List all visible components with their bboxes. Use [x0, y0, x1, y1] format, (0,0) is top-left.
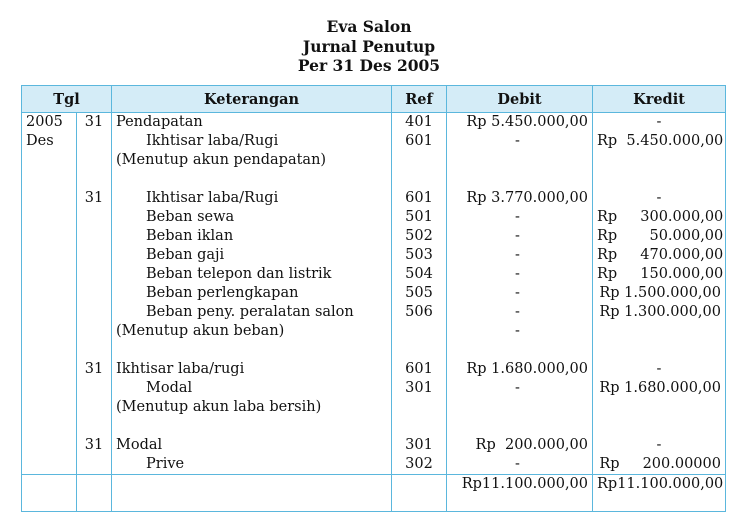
cell-ref [392, 341, 447, 360]
cell-debit: - [447, 132, 593, 151]
cell-keterangan: Beban iklan [112, 227, 392, 246]
cell-day: 31 [77, 360, 112, 379]
cell-day [77, 303, 112, 322]
cell-kredit [593, 398, 726, 417]
cell-kredit: Rp 5.450.000,00 [593, 132, 726, 151]
table-row [22, 151, 726, 170]
cell-day [77, 341, 112, 360]
cell-year [22, 246, 77, 265]
col-header-keterangan: Keterangan [112, 86, 392, 113]
cell-kredit: Rp 200.00000 [593, 455, 726, 475]
cell-debit: - [447, 322, 593, 341]
journal-period: Per 31 Des 2005 [297, 56, 441, 75]
cell-day [77, 265, 112, 284]
cell-kredit: - [593, 113, 726, 133]
cell-kredit: - [593, 436, 726, 455]
cell-debit [447, 170, 593, 189]
cell-ref: 503 [392, 246, 447, 265]
cell-day [77, 208, 112, 227]
cell-ref: 506 [392, 303, 447, 322]
cell-day: 31 [77, 436, 112, 455]
cell-keterangan: Modal [112, 436, 392, 455]
table-row [22, 189, 726, 208]
table-row [22, 455, 726, 475]
cell-debit: Rp 1.680.000,00 [447, 360, 593, 379]
cell-year [22, 189, 77, 208]
cell-debit [447, 151, 593, 170]
cell-keterangan: Beban sewa [112, 208, 392, 227]
cell-keterangan: Pendapatan [112, 113, 392, 133]
table-header-row [22, 86, 726, 113]
cell-kredit: Rp 1.680.000,00 [593, 379, 726, 398]
table-row [22, 303, 726, 322]
cell-ref: 401 [392, 113, 447, 133]
document-header [0, 17, 738, 76]
cell-debit: - [447, 379, 593, 398]
cell-debit: Rp 200.000,00 [447, 436, 593, 455]
col-header-debit: Debit [447, 86, 593, 113]
cell-kredit: - [593, 360, 726, 379]
table-row [22, 398, 726, 417]
cell-day [77, 227, 112, 246]
table-row [22, 379, 726, 398]
cell-debit [447, 417, 593, 436]
table-row [22, 246, 726, 265]
cell-ref: 601 [392, 189, 447, 208]
cell-kredit: Rp 300.000,00 [593, 208, 726, 227]
cell-year [22, 455, 77, 475]
cell-debit: - [447, 265, 593, 284]
total-cell-empty [22, 475, 77, 512]
cell-keterangan: Ikhtisar laba/Rugi [112, 132, 392, 151]
cell-debit: Rp 3.770.000,00 [447, 189, 593, 208]
table-row [22, 265, 726, 284]
cell-ref: 302 [392, 455, 447, 475]
cell-year [22, 208, 77, 227]
table-row [22, 284, 726, 303]
cell-debit [447, 398, 593, 417]
cell-year [22, 265, 77, 284]
cell-keterangan: Beban peny. peralatan salon [112, 303, 392, 322]
cell-kredit [593, 151, 726, 170]
cell-day [77, 322, 112, 341]
cell-day [77, 379, 112, 398]
col-header-ref: Ref [392, 86, 447, 113]
cell-kredit [593, 170, 726, 189]
cell-debit: - [447, 455, 593, 475]
cell-year [22, 151, 77, 170]
cell-debit: - [447, 284, 593, 303]
table-row [22, 132, 726, 151]
cell-year [22, 417, 77, 436]
totals-row [22, 475, 726, 512]
cell-ref: 504 [392, 265, 447, 284]
cell-year [22, 436, 77, 455]
cell-ref [392, 151, 447, 170]
cell-keterangan: Beban telepon dan listrik [112, 265, 392, 284]
cell-ref: 505 [392, 284, 447, 303]
cell-kredit [593, 417, 726, 436]
cell-keterangan: (Menutup akun pendapatan) [112, 151, 392, 170]
total-cell-empty [112, 475, 392, 512]
cell-day [77, 170, 112, 189]
cell-day [77, 455, 112, 475]
cell-day [77, 417, 112, 436]
total-debit: Rp11.100.000,00 [447, 475, 593, 512]
table-row [22, 227, 726, 246]
table-row [22, 360, 726, 379]
cell-kredit: - [593, 189, 726, 208]
cell-ref: 601 [392, 360, 447, 379]
cell-year [22, 284, 77, 303]
cell-ref [392, 322, 447, 341]
cell-kredit [593, 341, 726, 360]
cell-day [77, 284, 112, 303]
cell-kredit: Rp 150.000,00 [593, 265, 726, 284]
total-kredit: Rp11.100.000,00 [593, 475, 726, 512]
cell-day [77, 246, 112, 265]
cell-year [22, 360, 77, 379]
cell-day [77, 151, 112, 170]
cell-ref: 501 [392, 208, 447, 227]
cell-debit: - [447, 227, 593, 246]
total-cell-empty [77, 475, 112, 512]
cell-year [22, 379, 77, 398]
cell-kredit: Rp 470.000,00 [593, 246, 726, 265]
cell-keterangan [112, 170, 392, 189]
cell-kredit [593, 322, 726, 341]
cell-day: 31 [77, 113, 112, 133]
cell-kredit: Rp 50.000,00 [593, 227, 726, 246]
cell-ref: 601 [392, 132, 447, 151]
table-row [22, 113, 726, 133]
cell-ref: 301 [392, 379, 447, 398]
cell-debit: - [447, 246, 593, 265]
journal-title: Jurnal Penutup [302, 36, 436, 56]
col-header-kredit: Kredit [593, 86, 726, 113]
cell-year [22, 398, 77, 417]
cell-keterangan [112, 417, 392, 436]
cell-kredit: Rp 1.300.000,00 [593, 303, 726, 322]
table-row [22, 208, 726, 227]
cell-year: Des [22, 132, 77, 151]
cell-keterangan: Modal [112, 379, 392, 398]
table-row [22, 170, 726, 189]
cell-ref: 301 [392, 436, 447, 455]
table-row [22, 436, 726, 455]
company-name: Eva Salon [326, 17, 412, 36]
cell-keterangan: Ikhtisar laba/rugi [112, 360, 392, 379]
cell-year [22, 227, 77, 246]
cell-ref [392, 398, 447, 417]
cell-keterangan: (Menutup akun laba bersih) [112, 398, 392, 417]
cell-year [22, 303, 77, 322]
cell-debit: - [447, 208, 593, 227]
col-header-tgl: Tgl [22, 86, 112, 113]
cell-debit: Rp 5.450.000,00 [447, 113, 593, 133]
cell-debit: - [447, 303, 593, 322]
cell-keterangan: Beban perlengkapan [112, 284, 392, 303]
cell-keterangan [112, 341, 392, 360]
cell-keterangan: Beban gaji [112, 246, 392, 265]
cell-ref [392, 417, 447, 436]
table-row [22, 341, 726, 360]
closing-journal-table [21, 85, 726, 512]
cell-year [22, 322, 77, 341]
cell-kredit: Rp 1.500.000,00 [593, 284, 726, 303]
cell-year: 2005 [22, 113, 77, 133]
journal-body [22, 113, 726, 475]
cell-keterangan: (Menutup akun beban) [112, 322, 392, 341]
table-row [22, 417, 726, 436]
cell-day [77, 398, 112, 417]
cell-keterangan: Ikhtisar laba/Rugi [112, 189, 392, 208]
cell-day [77, 132, 112, 151]
table-row [22, 322, 726, 341]
cell-ref: 502 [392, 227, 447, 246]
cell-keterangan: Prive [112, 455, 392, 475]
cell-debit [447, 341, 593, 360]
total-cell-empty [392, 475, 447, 512]
cell-day: 31 [77, 189, 112, 208]
cell-year [22, 170, 77, 189]
cell-ref [392, 170, 447, 189]
cell-year [22, 341, 77, 360]
